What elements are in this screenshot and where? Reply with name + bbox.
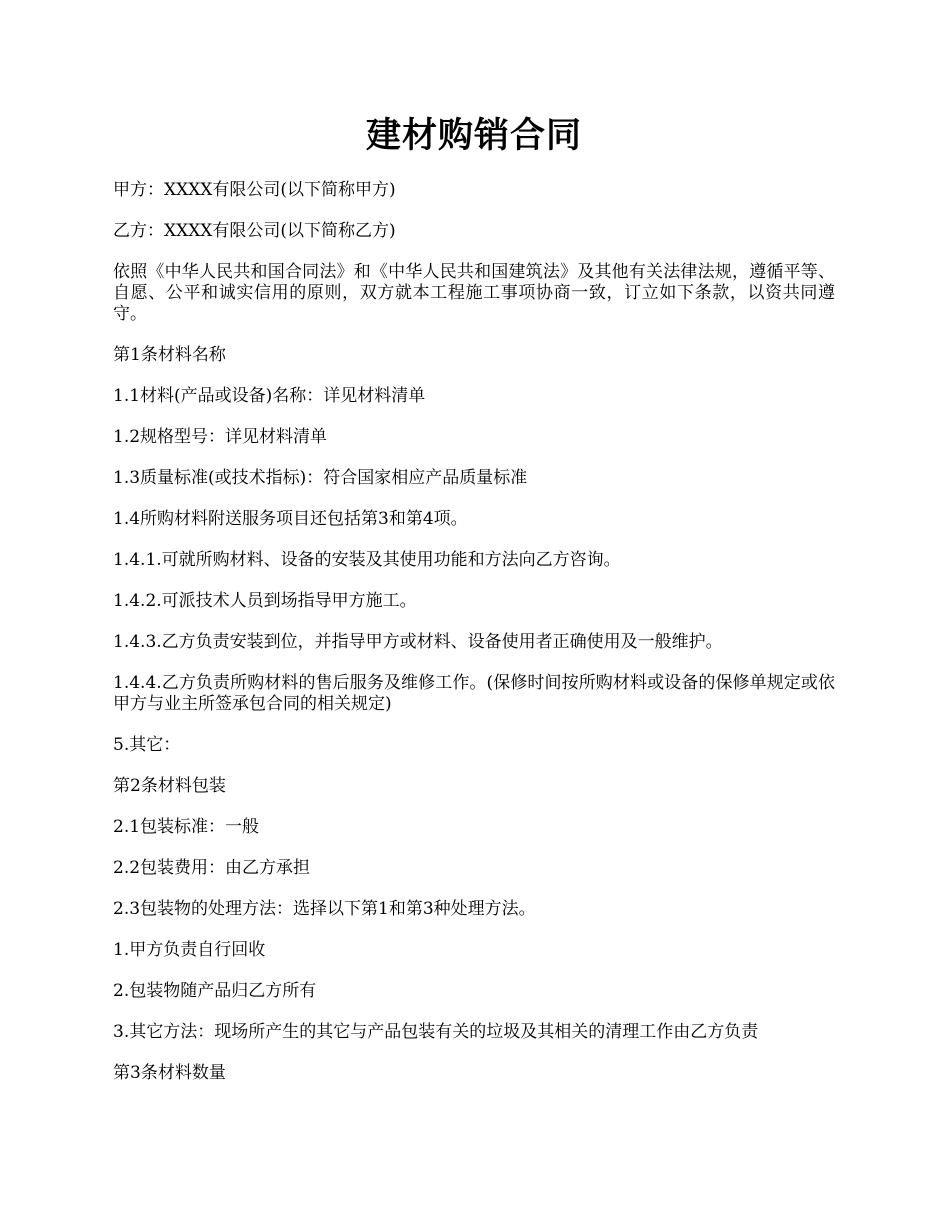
document-title: 建材购销合同 [365,115,582,156]
party-b-line: 乙方：XXXX有限公司(以下简称乙方) [113,221,396,241]
article-3-heading: 第3条材料数量 [113,1063,226,1083]
preamble-paragraph: 依照《中华人民共和国合同法》和《中华人民共和国建筑法》及其他有关法律法规，遵循平等、自愿、公平和诚实信用的原则，双方就本工程施工事项协商一致，订立如下条款，以资共同遵守。 [113,262,835,324]
document-page [113,112,835,1104]
clause-5-other: 5.其它： [113,735,181,755]
option-3: 3.其它方法：现场所产生的其它与产品包装有关的垃圾及其相关的清理工作由乙方负责 [113,1022,759,1042]
clause-1-3: 1.3质量标准(或技术指标)：符合国家相应产品质量标准 [113,468,528,488]
clause-1-1: 1.1材料(产品或设备)名称：详见材料清单 [113,386,426,406]
clause-2-1: 2.1包装标准：一般 [113,817,260,837]
clause-2-2: 2.2包装费用：由乙方承担 [113,858,311,878]
article-2-heading: 第2条材料包装 [113,776,226,796]
party-a-line: 甲方：XXXX有限公司(以下简称甲方) [113,180,396,200]
clause-1-4-2: 1.4.2.可派技术人员到场指导甲方施工。 [113,591,417,611]
clause-1-4-3: 1.4.3.乙方负责安装到位，并指导甲方或材料、设备使用者正确使用及一般维护。 [113,632,723,652]
clause-1-4: 1.4所购材料附送服务项目还包括第3和第4项。 [113,509,468,529]
option-1: 1.甲方负责自行回收 [113,940,266,960]
article-1-heading: 第1条材料名称 [113,345,226,365]
clause-1-2: 1.2规格型号：详见材料清单 [113,427,328,447]
option-2: 2.包装物随产品归乙方所有 [113,981,317,1001]
clause-1-4-4: 1.4.4.乙方负责所购材料的售后服务及维修工作。(保修时间按所购材料或设备的保修单规定或依甲方与业主所签承包合同的相关规定) [113,673,835,714]
clause-2-3: 2.3包装物的处理方法：选择以下第1和第3种处理方法。 [113,899,536,919]
clause-1-4-1: 1.4.1.可就所购材料、设备的安装及其使用功能和方法向乙方咨询。 [113,550,621,570]
